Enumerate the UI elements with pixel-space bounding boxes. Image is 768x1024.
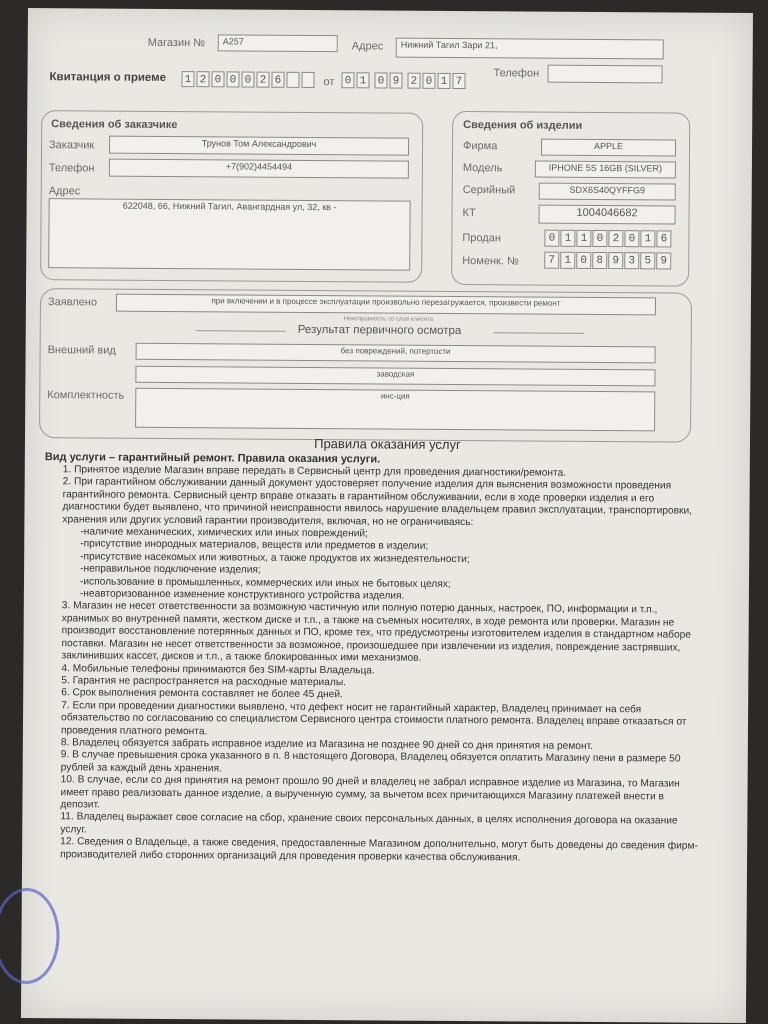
- sold-digit: 2: [608, 230, 623, 247]
- rules-text: [60, 464, 703, 865]
- rule-paragraph: 4. Мобильные телефоны принимаются без SIM-карты Владельца.: [61, 662, 375, 676]
- serial-label: Серийный: [462, 184, 516, 197]
- date-digit: 2: [407, 73, 420, 89]
- receipt-label: Квитанция о приеме: [49, 71, 167, 84]
- firm-field: APPLE: [541, 139, 676, 157]
- appearance-field: без повреждений, потертости: [136, 343, 656, 364]
- appearance-field-2: заводская: [135, 366, 655, 387]
- nomenk-digit: 1: [560, 252, 575, 269]
- sold-digit: 1: [640, 230, 655, 247]
- receipt-digit: 0: [241, 71, 254, 87]
- date-digit: 0: [341, 72, 354, 88]
- phone-label: Телефон: [493, 67, 540, 80]
- rule-item: -неправильное подключение изделия;: [80, 563, 261, 576]
- sold-digit: 1: [576, 230, 591, 247]
- kt-field: 1004046682: [539, 205, 676, 225]
- receipt-digit: 1: [181, 71, 194, 87]
- sold-date: [544, 230, 672, 248]
- sold-digit: 0: [592, 230, 607, 247]
- rule-item: -присутствие инородных материалов, веществ или предметов в изделии;: [80, 538, 429, 553]
- model-label: Модель: [462, 162, 503, 175]
- customer-address-label: Адрес: [48, 185, 81, 198]
- customer-section-title: Сведения об заказчике: [51, 118, 178, 132]
- store-number-field: А257: [218, 34, 338, 52]
- rule-item: -неавторизованное изменение конструктивного устройства изделия.: [79, 588, 405, 602]
- customer-phone-field: +7(902)4454494: [109, 159, 409, 179]
- customer-phone-label: Телефон: [48, 162, 95, 175]
- rule-paragraph: 11. Владелец выражает свое согласие на сбор, хранение своих персональных данных, в целях исполнения договора на оказание услуг.: [60, 811, 678, 836]
- rule-paragraph: 5. Гарантия не распространяется на расходные материалы.: [61, 675, 347, 689]
- receipt-digit: 0: [226, 71, 239, 87]
- rule-paragraph: 3. Магазин не несет ответственности за возможную частичную или полную потерю данных, настроек, ПО, информации и т.п., хранимых во внутренней памяти, жестком диске и т.п., а также на съемных носителях, в ходе ремонта или проверки. Магазин не производит восстановление потерянных данных и ПО, кроме тех, что предусмотрены изготовителем изделия в стандартном наборе поставки. Магазин не несет ответственности за возможное, произошедшее при извлечении из изделия, повреждение застрявших, заклинивших кассет, дисков и т.п., а также блокированных ими механизмов.: [61, 600, 692, 664]
- date-digit: 1: [437, 73, 450, 89]
- receipt-digit: 2: [196, 71, 209, 87]
- rule-paragraph: 10. В случае, если со дня принятия на ремонт прошло 90 дней и владелец не забрал исправное изделие из Магазина, то Магазин имеет право реализовать данное изделие, а вырученную сумму, за вычетом всех причитающихся Магазину платежей внести в депозит.: [60, 774, 680, 811]
- stamp-mark: [0, 888, 60, 984]
- rule-item: -наличие механических, химических или иных повреждений;: [80, 526, 368, 540]
- kit-label: Комплектность: [47, 389, 125, 402]
- customer-name-label: Заказчик: [49, 139, 95, 152]
- firm-label: Фирма: [463, 140, 498, 153]
- receipt-digit: 2: [256, 72, 269, 88]
- receipt-number: [181, 71, 316, 88]
- store-address-field: Нижний Тагил Зари 21,: [396, 38, 664, 60]
- kt-label: КТ: [462, 207, 476, 220]
- device-section-title: Сведения об изделии: [463, 119, 583, 132]
- rules-subtitle: Вид услуги – гарантийный ремонт. Правила оказания услуги.: [44, 451, 381, 466]
- store-phone-field: [547, 65, 662, 84]
- receipt-document: [21, 8, 753, 1023]
- rule-item: -использование в промышленных, коммерческих или иных не бытовых целях;: [79, 576, 451, 590]
- sold-label: Продан: [462, 232, 501, 245]
- sold-digit: 6: [656, 230, 671, 247]
- date-digit: 7: [452, 73, 465, 89]
- customer-address-field: 622048, 66, Нижний Тагил, Авангардная ул, 32, кв -: [48, 198, 410, 271]
- date-digit: 1: [356, 72, 369, 88]
- nomenk-digit: 7: [544, 252, 559, 269]
- nomenk-digit: 8: [592, 252, 607, 269]
- nomenk-number: [544, 252, 672, 270]
- receipt-date: [341, 72, 467, 89]
- receipt-digit: 0: [211, 71, 224, 87]
- nomenk-digit: 3: [624, 252, 639, 269]
- nomenk-digit: 0: [576, 252, 591, 269]
- rule-paragraph: 8. Владелец обязуется забрать исправное изделие из Магазина не позднее 90 дней со дня принятия на ремонт.: [60, 737, 594, 752]
- model-field: IPHONE 5S 16GB (SILVER): [535, 161, 676, 179]
- declared-field: при включении и в процессе эксплуатации произвольно перезагружается, произвести ремонт: [116, 294, 656, 316]
- rule-item: -присутствие насекомых или животных, а также продуктов их жизнедеятельности;: [80, 551, 470, 565]
- kit-field: инс-ция: [135, 388, 655, 432]
- appearance-label: Внешний вид: [47, 344, 116, 357]
- store-label: Магазин №: [147, 36, 206, 50]
- customer-name-field: Трунов Том Александрович: [109, 136, 409, 156]
- rule-paragraph: 12. Сведения о Владельце, а также сведения, предоставленные Магазином дополнительно, могут быть доведены до сведения фирм-производителей либо сторонних организаций для проведения проверки качества обслуживания.: [60, 836, 698, 864]
- rule-paragraph: 1. Принятое изделие Магазин вправе передать в Сервисный центр для проведения диагностики/ремонта.: [62, 464, 567, 479]
- sold-digit: 0: [544, 230, 559, 247]
- declared-label: Заявлено: [47, 296, 98, 309]
- receipt-digit: [301, 72, 314, 88]
- receipt-digit: 6: [271, 72, 284, 88]
- nomenk-digit: 9: [608, 252, 623, 269]
- serial-field: SDX6S40QYFFG9: [539, 183, 676, 201]
- rules-title: Правила оказания услуг: [314, 436, 461, 453]
- date-label: от: [323, 76, 335, 89]
- sold-digit: 1: [560, 230, 575, 247]
- sold-digit: 0: [624, 230, 639, 247]
- date-digit: 0: [374, 72, 387, 88]
- address-label: Адрес: [351, 40, 384, 53]
- date-digit: 9: [389, 73, 402, 89]
- nomenk-digit: 5: [640, 252, 655, 269]
- rule-paragraph: 7. Если при проведении диагностики выявлено, что дефект носит не гарантийный характер, Владелец принимает на себя обязательство по согласованию со специалистом Сервисного центра стоимости платного ремонта. Владелец вправе отказаться от проведения платного ремонта.: [60, 699, 687, 737]
- date-digit: 0: [422, 73, 435, 89]
- receipt-digit: [286, 72, 299, 88]
- nomenk-label: Номенк. №: [462, 255, 519, 268]
- nomenk-digit: 9: [656, 252, 671, 269]
- inspection-result-title: Результат первичного осмотра: [297, 323, 462, 338]
- declared-hint: Неисправность со слов клиента: [343, 316, 434, 323]
- rule-paragraph: 9. В случае превышения срока указанного в п. 8 настоящего Договора, Владелец обязуется оплатить Магазину пени в размере 50 рублей за каждый день хранения.: [60, 749, 681, 775]
- rule-paragraph: 2. При гарантийном обслуживании данный документ удостоверяет получение изделия для выяснения возможности проведения гарантийного ремонта. Сервисный центр вправе отказать в гарантийном обслуживании, если в ходе проверки изделия и его диагностики будет выявлено, что причиной неисправности явилось нарушение владельцем правил эксплуатации, транспортировки, хранения или других условий гарантии производителя, включая, но не ограничиваясь:: [62, 476, 693, 528]
- rule-paragraph: 6. Срок выполнения ремонта составляет не более 45 дней.: [61, 687, 343, 701]
